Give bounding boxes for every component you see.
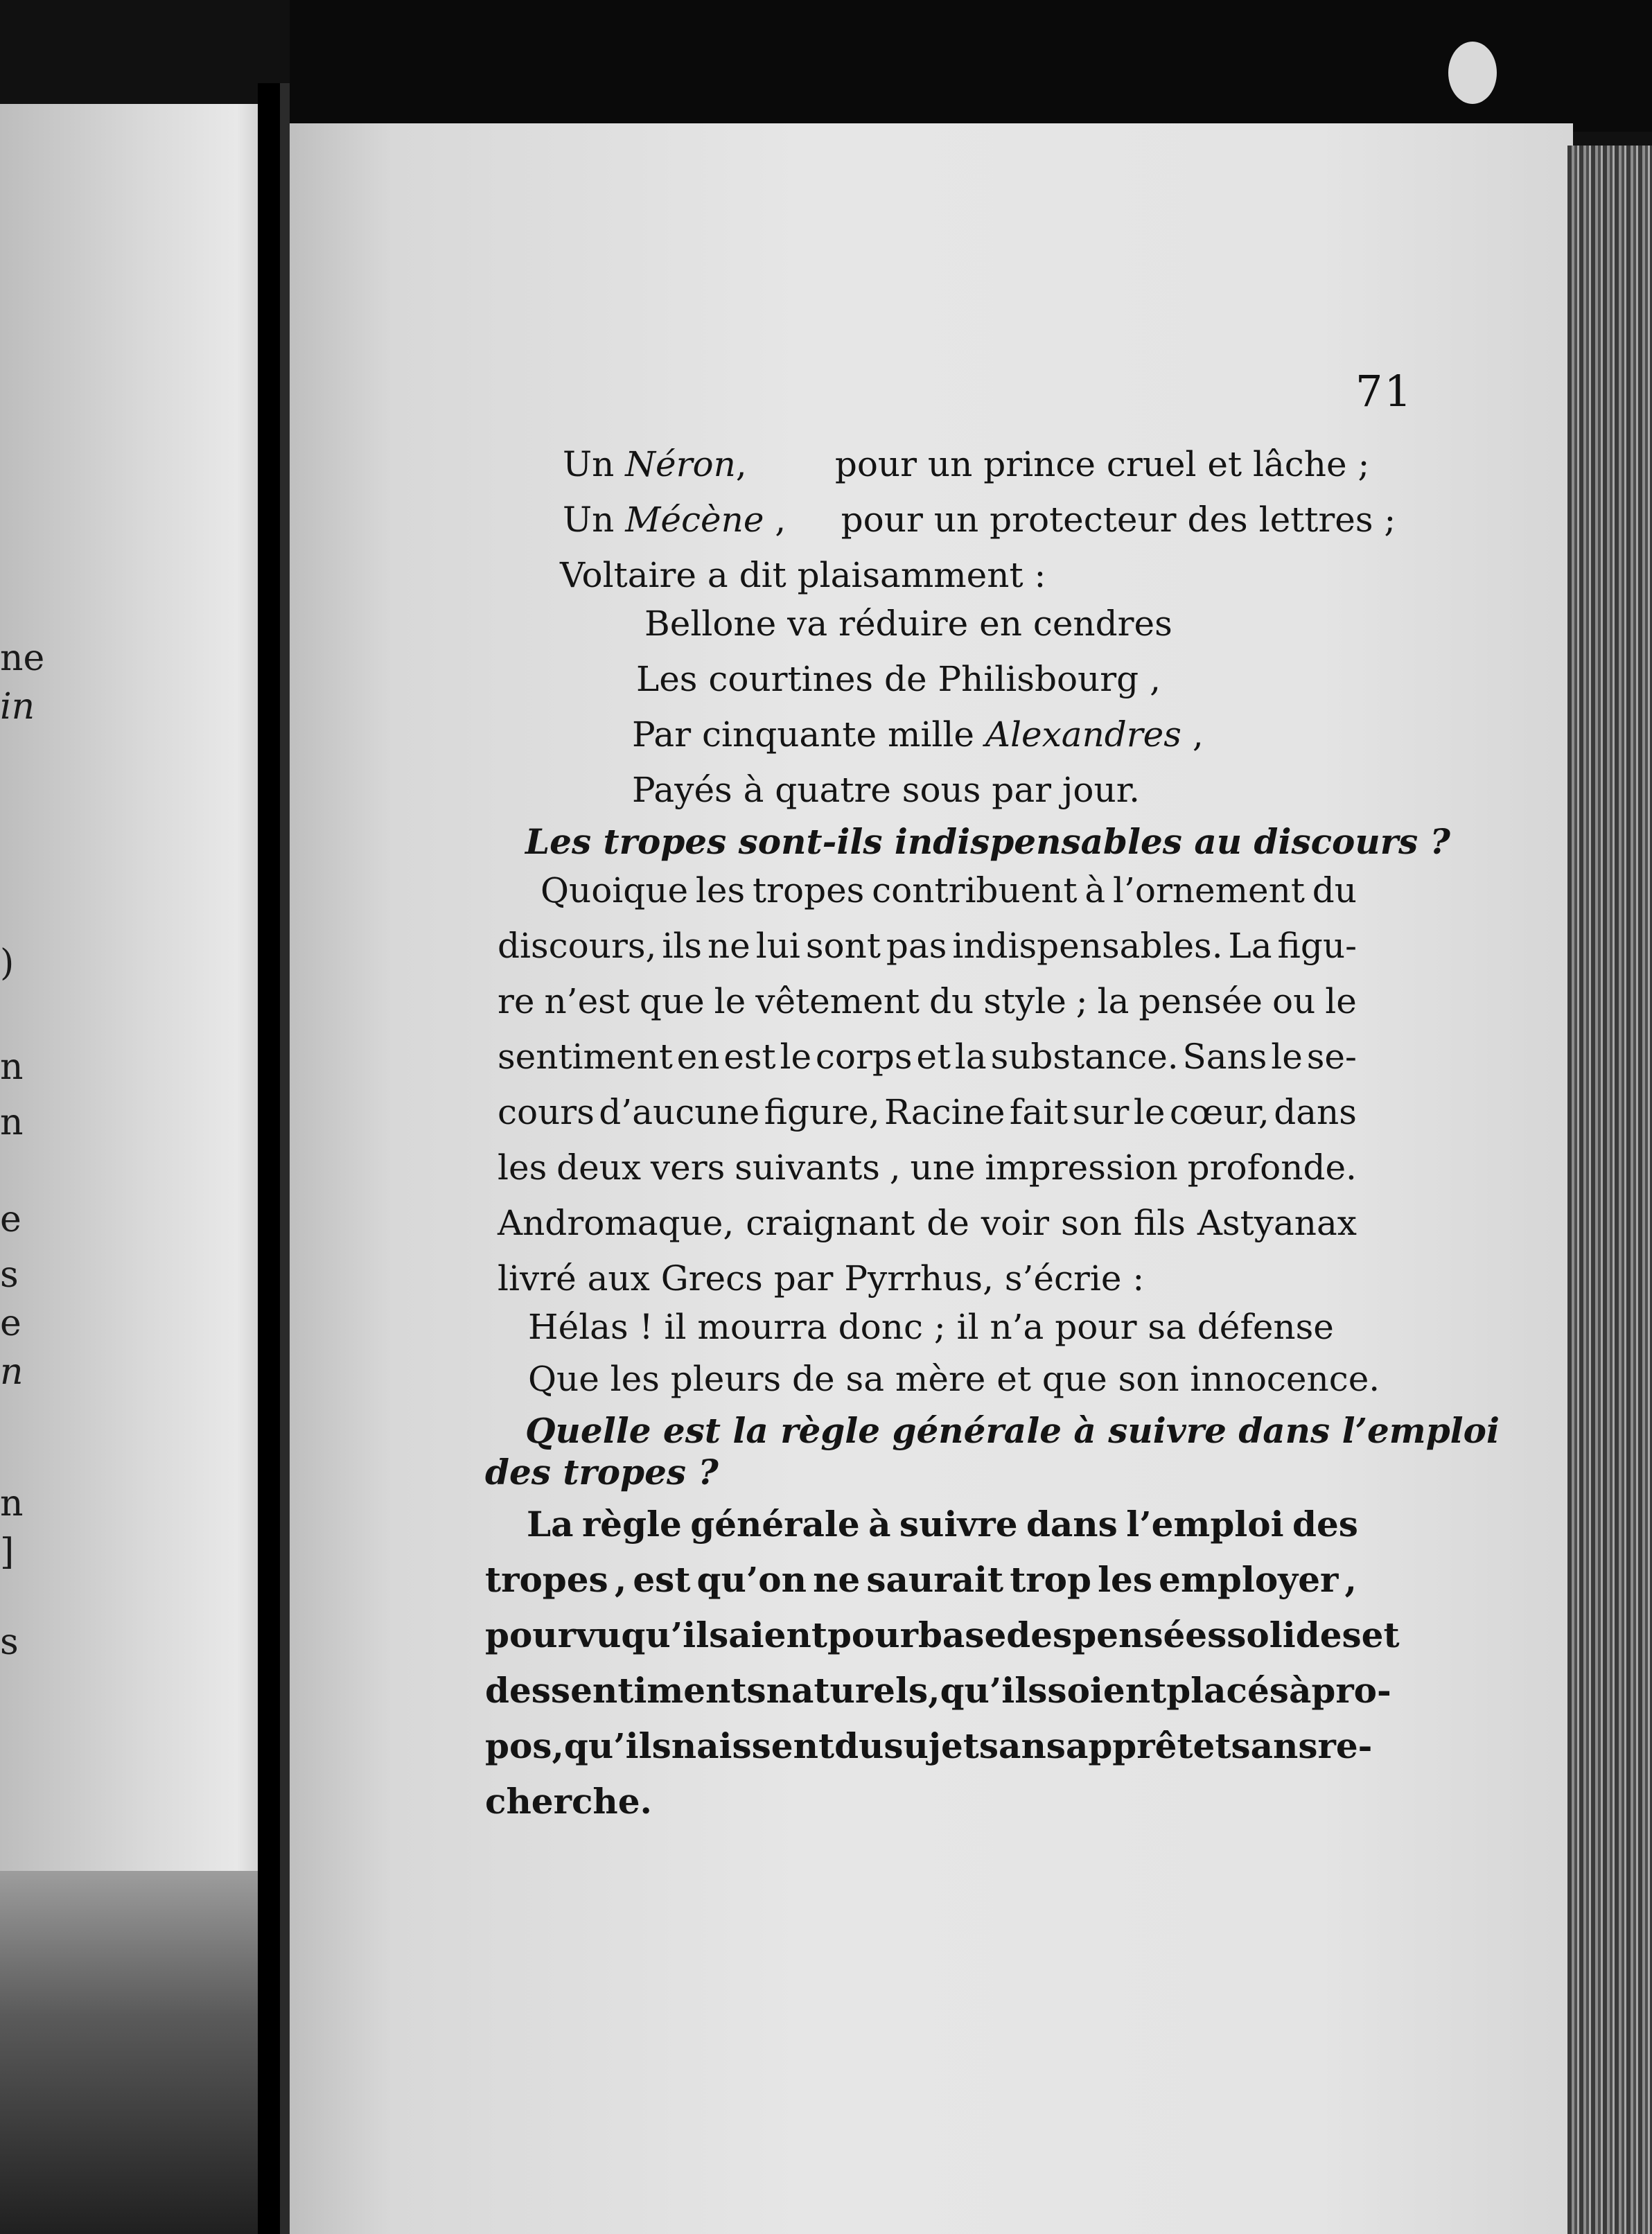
word: soient <box>1047 1670 1167 1711</box>
left-page-text-fragment: ] <box>0 1531 15 1573</box>
word: employer <box>1159 1559 1339 1600</box>
word: figure, <box>764 1092 880 1132</box>
left-page-text-fragment: n <box>0 1046 24 1088</box>
word: base <box>917 1615 1007 1655</box>
word: une <box>910 1147 976 1188</box>
word: du <box>834 1725 884 1766</box>
text-line <box>541 870 1357 911</box>
text-line <box>485 1781 652 1822</box>
word: style <box>983 981 1066 1021</box>
word: le <box>1133 1092 1166 1132</box>
left-page-text-fragment: ) <box>0 942 15 984</box>
word: l’ornement <box>1112 870 1305 911</box>
word: pourvu <box>485 1615 622 1655</box>
word: ; <box>1075 981 1088 1021</box>
text-segment: Payés à quatre sous par jour. <box>632 770 1141 810</box>
word: sentiment <box>498 1037 673 1077</box>
word: re <box>498 981 535 1021</box>
text-line <box>644 603 1172 644</box>
word: Andromaque, <box>498 1203 735 1243</box>
word: trop <box>1010 1559 1091 1600</box>
word: n’est <box>544 981 630 1021</box>
word: re- <box>1317 1725 1373 1766</box>
text-segment: Voltaire a dit plaisamment : <box>560 555 1046 595</box>
word: dans <box>1274 1092 1357 1132</box>
word: le <box>1325 981 1357 1021</box>
text-line <box>498 925 1357 967</box>
word: et <box>916 1037 951 1077</box>
word: sujet <box>884 1725 979 1766</box>
word: qu’on <box>696 1559 807 1600</box>
text-line <box>560 554 1046 596</box>
left-page-text-fragment: n <box>0 1102 24 1143</box>
word: suivants <box>735 1147 880 1188</box>
word: cœur, <box>1169 1092 1269 1132</box>
left-page-fragment <box>0 104 263 1871</box>
text-segment: , <box>1181 714 1204 755</box>
word: sur <box>1072 1092 1130 1132</box>
word: qu’ils <box>940 1670 1048 1711</box>
italic-text: Quelle est la règle générale à suivre dans l’emploi <box>525 1410 1500 1451</box>
word: pro- <box>1311 1670 1391 1711</box>
word: règle <box>581 1504 682 1545</box>
text-line <box>498 980 1357 1022</box>
word: profonde. <box>1187 1147 1357 1188</box>
word: que <box>639 981 705 1021</box>
text-line <box>527 1504 1358 1545</box>
question-line <box>525 821 1450 863</box>
text-segment: Par cinquante mille <box>632 714 985 755</box>
word: du <box>1312 870 1357 911</box>
left-page-text-fragment: e <box>0 1303 21 1344</box>
text-segment: , pour un protecteur des lettres ; <box>764 500 1396 540</box>
left-page-text-fragment: in <box>0 686 35 728</box>
text-line <box>528 1358 1380 1400</box>
text-segment: Un <box>563 444 626 484</box>
word: ou <box>1272 981 1316 1021</box>
word: vêtement <box>755 981 920 1021</box>
word: la <box>1097 981 1130 1021</box>
scan-background-bottom-left <box>0 1871 263 2234</box>
word: cours <box>498 1092 595 1132</box>
text-line <box>498 1258 1144 1299</box>
word: générale <box>690 1504 860 1545</box>
page-number: 71 <box>1355 366 1413 416</box>
word: qu’ils <box>621 1615 729 1655</box>
text-segment: Les courtines de Philisbourg , <box>636 659 1161 699</box>
word: aient <box>728 1615 827 1655</box>
left-page-text-fragment: n <box>0 1351 24 1393</box>
word: est <box>633 1559 691 1600</box>
text-segment: , pour un prince cruel et lâche ; <box>735 444 1370 484</box>
question-line <box>525 1410 1500 1452</box>
left-page-text-fragment: ne <box>0 637 45 679</box>
word: La <box>527 1504 574 1545</box>
italic-text: des tropes ? <box>485 1452 719 1493</box>
text-line <box>498 1036 1357 1078</box>
word: deux <box>556 1147 642 1188</box>
word: pas <box>886 926 947 966</box>
text-segment: Hélas ! il mourra donc ; il n’a pour sa défense <box>528 1307 1334 1347</box>
scan-light-blot <box>1448 42 1497 104</box>
word: indispensables. <box>952 926 1223 966</box>
text-line <box>632 714 1204 755</box>
italic-text: Mécène <box>625 500 764 540</box>
word: suivre <box>899 1504 1018 1545</box>
left-page-text-fragment: s <box>0 1254 19 1296</box>
word: naissent <box>671 1725 835 1766</box>
page-edges <box>1567 146 1652 2234</box>
text-segment: cherche. <box>485 1781 652 1822</box>
text-line <box>485 1615 1400 1656</box>
word: , <box>552 1725 564 1766</box>
left-page-text-fragment: s <box>0 1621 19 1663</box>
word: , <box>1344 1559 1357 1600</box>
word: voir <box>981 1203 1049 1243</box>
text-line <box>485 1670 1391 1712</box>
word: sentiments <box>550 1670 766 1711</box>
text-line <box>632 769 1140 811</box>
word: craignant <box>746 1203 915 1243</box>
word: naturels <box>766 1670 929 1711</box>
word: substance. <box>990 1037 1179 1077</box>
word: ne <box>707 926 750 966</box>
word: solides <box>1227 1615 1362 1655</box>
text-line <box>528 1306 1334 1348</box>
text-line <box>636 658 1161 700</box>
text-segment: livré aux Grecs par Pyrrhus, s’écrie : <box>498 1258 1145 1299</box>
word: sans <box>1231 1725 1318 1766</box>
word: Astyanax <box>1197 1203 1357 1243</box>
word: apprêt <box>1065 1725 1193 1766</box>
word: Quoique <box>541 870 689 911</box>
word: le <box>714 981 746 1021</box>
word: contribuent <box>872 870 1078 911</box>
book-gutter-shadow <box>280 83 290 2234</box>
left-page-text-fragment: e <box>0 1199 21 1240</box>
word: , <box>614 1559 627 1600</box>
text-line <box>498 1091 1357 1133</box>
word: se- <box>1306 1037 1357 1077</box>
word: et <box>1361 1615 1400 1655</box>
word: fait <box>1009 1092 1069 1132</box>
word: des <box>1292 1504 1358 1545</box>
word: les <box>498 1147 547 1188</box>
word: à <box>868 1504 891 1545</box>
word: le <box>780 1037 812 1077</box>
word: saurait <box>866 1559 1004 1600</box>
word: discours, <box>498 926 657 966</box>
text-segment: Un <box>563 500 626 540</box>
word: d’aucune <box>599 1092 760 1132</box>
word: pensée <box>1139 981 1263 1021</box>
word: lui <box>755 926 800 966</box>
word: placés <box>1166 1670 1289 1711</box>
text-line <box>498 1202 1357 1244</box>
word: le <box>1271 1037 1303 1077</box>
left-page-text-fragment: n <box>0 1483 24 1524</box>
word: des <box>485 1670 551 1711</box>
word: est <box>723 1037 776 1077</box>
word: pensées <box>1072 1615 1227 1655</box>
text-line <box>485 1559 1357 1601</box>
text-line <box>563 499 1396 540</box>
word: à <box>1288 1670 1312 1711</box>
word: son <box>1060 1203 1122 1243</box>
word: ne <box>813 1559 861 1600</box>
word: la <box>954 1037 987 1077</box>
italic-text: Alexandres <box>985 714 1181 755</box>
italic-text: Néron <box>625 444 736 484</box>
word: La <box>1228 926 1272 966</box>
word: , <box>928 1670 940 1711</box>
word: ils <box>662 926 703 966</box>
word: l’emploi <box>1126 1504 1284 1545</box>
word: et <box>1193 1725 1231 1766</box>
question-line <box>485 1452 719 1493</box>
text-line <box>498 1147 1357 1188</box>
word: Racine <box>884 1092 1005 1132</box>
word: les <box>1098 1559 1153 1600</box>
word: , <box>889 1147 901 1188</box>
word: sont <box>805 926 881 966</box>
word: les <box>695 870 746 911</box>
word: sans <box>978 1725 1066 1766</box>
word: vers <box>650 1147 726 1188</box>
word: en <box>676 1037 720 1077</box>
text-segment: Bellone va réduire en cendres <box>644 604 1172 644</box>
scan-background-top <box>290 0 1652 132</box>
word: des <box>1006 1615 1073 1655</box>
word: de <box>926 1203 969 1243</box>
word: figu- <box>1277 926 1357 966</box>
word: pour <box>827 1615 918 1655</box>
word: pos <box>485 1725 552 1766</box>
word: Sans <box>1182 1037 1267 1077</box>
word: du <box>929 981 974 1021</box>
word: à <box>1084 870 1106 911</box>
word: impression <box>985 1147 1178 1188</box>
word: dans <box>1026 1504 1118 1545</box>
italic-text: Les tropes sont-ils indispensables au discours ? <box>525 821 1450 862</box>
text-segment: Que les pleurs de sa mère et que son innocence. <box>528 1359 1380 1399</box>
word: corps <box>815 1037 913 1077</box>
word: tropes <box>752 870 865 911</box>
word: tropes <box>485 1559 608 1600</box>
word: qu’ils <box>563 1725 671 1766</box>
word: fils <box>1133 1203 1186 1243</box>
text-line <box>485 1725 1373 1767</box>
text-line <box>563 443 1370 485</box>
